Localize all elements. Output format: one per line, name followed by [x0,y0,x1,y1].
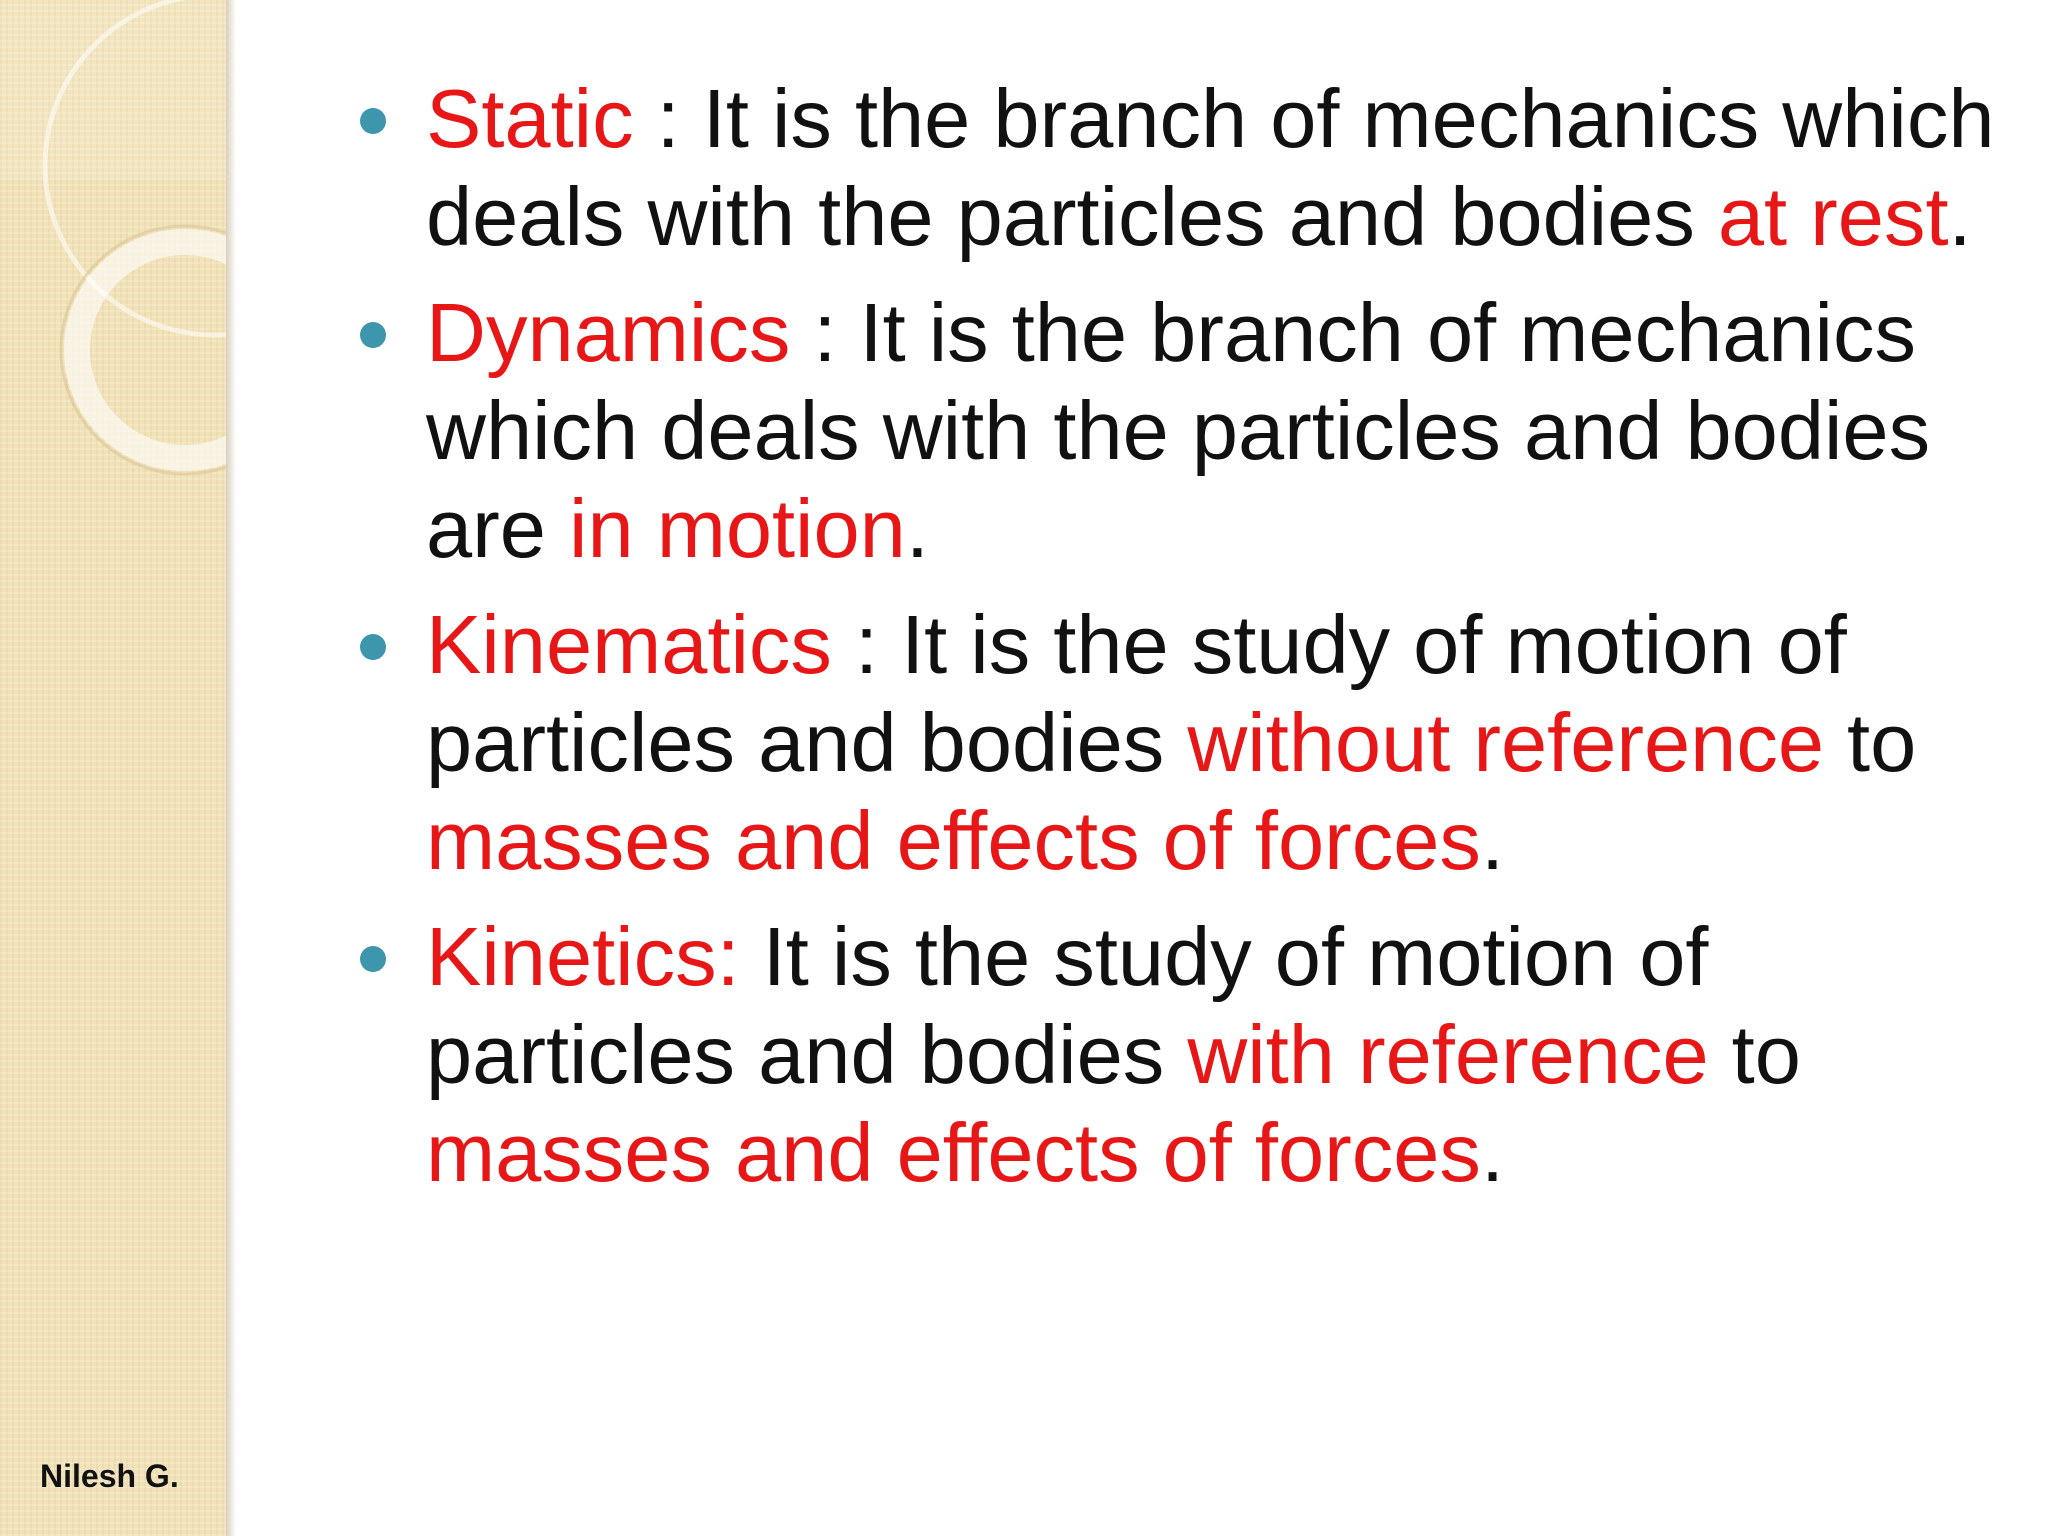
definition-text: . [1480,794,1504,887]
term-kinematics: Kinematics [426,598,832,691]
definition-text: to [1824,696,1917,789]
definition-text: . [1948,170,1972,263]
bullet-dot-icon [360,108,386,134]
decorative-rings-icon [0,0,226,1536]
highlight-text: with reference [1187,1008,1709,1101]
term-dynamics: Dynamics [426,286,791,379]
definition-text: to [1708,1008,1801,1101]
definition-text: . [1480,1106,1504,1199]
definition-text: : It is the study of motion of particles and bodies [426,598,1847,789]
bullet-dot-icon [360,322,386,348]
definition-text: : It is the branch of mechanics which deals with the particles and bodies [426,72,1995,263]
bullet-dot-icon [360,946,386,972]
slide-content [360,70,2000,1220]
bullet-dynamics [360,284,2000,578]
highlight-text: in motion [569,482,906,575]
decorative-side-panel [0,0,226,1536]
highlight-text: without reference [1187,696,1824,789]
definition-text: . [905,482,929,575]
term-kinetics: Kinetics: [426,910,740,1003]
highlight-text: masses and effects of forces [426,1106,1481,1199]
author-footer: Nilesh G. [40,1458,179,1494]
definition-text: : It is the branch of mechanics which deals with the particles and bodies are [426,286,1931,575]
bullet-kinematics [360,596,2000,890]
bullet-static [360,70,2000,266]
side-panel-shadow [226,0,236,1536]
highlight-text: at rest [1717,170,1949,263]
definition-text: It is the study of motion of particles and bodies [426,910,1709,1101]
highlight-text: masses and effects of forces [426,794,1481,887]
bullet-dot-icon [360,634,386,660]
bullet-kinetics [360,908,2000,1202]
term-static: Static [426,72,634,165]
